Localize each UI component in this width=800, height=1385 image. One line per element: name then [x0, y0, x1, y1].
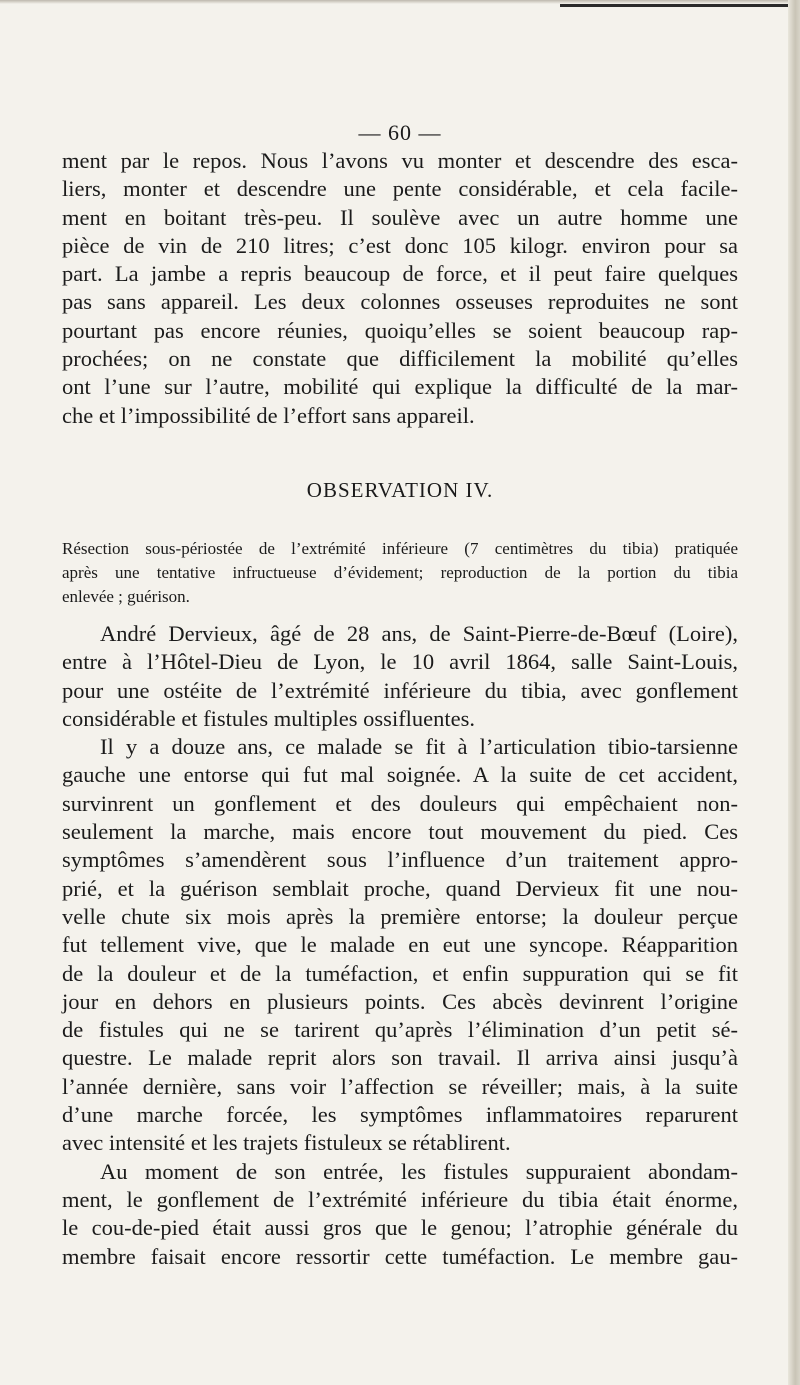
text-line: questre. Le malade reprit alors son travail. Il arriva ainsi jusqu’à — [62, 1045, 738, 1071]
page-number: — 60 — — [358, 120, 442, 145]
text-line: pièce de vin de 210 litres; c’est donc 105 kilogr. environ pour sa — [62, 232, 738, 258]
text-line: ment par le repos. Nous l’avons vu monter et descendre des esca- — [62, 148, 738, 173]
observation-title: OBSERVATION IV. — [306, 478, 494, 502]
text-line: symptômes s’amendèrent sous l’influence d’un traitement appro- — [62, 847, 738, 873]
text-line: gauche une entorse qui fut mal soignée. A la suite de cet accident, — [62, 762, 738, 788]
text-line: considérable et fistules multiples ossifluentes. — [62, 705, 476, 731]
text-line: d’une marche forcée, les symptômes inflammatoires reparurent — [62, 1102, 738, 1128]
text-line: jour en dehors en plusieurs points. Ces abcès devinrent l’origine — [62, 988, 738, 1014]
text-line: le cou-de-pied était aussi gros que le genou; l’atrophie générale du — [62, 1215, 738, 1241]
text-line: Au moment de son entrée, les fistules suppuraient abondam- — [100, 1158, 738, 1184]
text-line: Il y a douze ans, ce malade se fit à l’articulation tibio-tarsienne — [100, 734, 738, 760]
text-line: velle chute six mois après la première entorse; la douleur perçue — [62, 903, 738, 929]
text-line: pas sans appareil. Les deux colonnes osseuses reproduites ne sont — [62, 289, 738, 315]
text-line: membre faisait encore ressortir cette tuméfaction. Le membre gau- — [62, 1243, 738, 1269]
summary-line: enlevée ; guérison. — [62, 587, 190, 606]
text-line: liers, monter et descendre une pente considérable, et cela facile- — [62, 176, 738, 202]
text-line: prochées; on ne constate que difficilement la mobilité qu’elles — [62, 346, 738, 372]
observation-summary — [62, 537, 738, 609]
text-line: prié, et la guérison semblait proche, quand Dervieux fit une nou- — [62, 875, 738, 901]
text-line: André Dervieux, âgé de 28 ans, de Saint-Pierre-de-Bœuf (Loire), — [100, 621, 738, 646]
summary-line: après une tentative infructueuse d’évidement; reproduction de la portion du tibia — [62, 563, 738, 582]
summary-line: Résection sous-périostée de l’extrémité inférieure (7 centimètres du tibia) pratiquée — [62, 539, 738, 558]
text-line: pourtant pas encore réunies, quoiqu’elles se soient beaucoup rap- — [62, 317, 738, 343]
text-line: che et l’impossibilité de l’effort sans appareil. — [62, 402, 475, 428]
text-line: seulement la marche, mais encore tout mouvement du pied. Ces — [62, 819, 738, 845]
text-line: de fistules qui ne se tarirent qu’après l’élimination d’un petit sé- — [62, 1017, 738, 1043]
top-rule — [560, 4, 800, 7]
page-right-edge — [788, 0, 800, 1385]
text-line: l’année dernière, sans voir l’affection se réveiller; mais, à la suite — [62, 1073, 738, 1099]
text-line: ment, le gonflement de l’extrémité inférieure du tibia était énorme, — [62, 1186, 738, 1212]
text-line: part. La jambe a repris beaucoup de force, et il peut faire quelques — [62, 261, 738, 287]
text-line: entre à l’Hôtel-Dieu de Lyon, le 10 avril 1864, salle Saint-Louis, — [62, 649, 738, 675]
text-line: de la douleur et de la tuméfaction, et enfin suppuration qui se fit — [62, 960, 738, 986]
text-line: ont l’une sur l’autre, mobilité qui explique la difficulté de la mar- — [62, 374, 738, 400]
text-line: avec intensité et les trajets fistuleux se rétablirent. — [62, 1130, 511, 1156]
text-line: ment en boitant très-peu. Il soulève avec un autre homme une — [62, 204, 738, 230]
body-text — [62, 620, 738, 1271]
paragraph-1 — [62, 147, 738, 430]
text-line: pour une ostéite de l’extrémité inférieure du tibia, avec gonflement — [62, 677, 738, 703]
text-line: fut tellement vive, que le malade en eut une syncope. Réapparition — [62, 932, 738, 958]
text-line: survinrent un gonflement et des douleurs qui empêchaient non- — [62, 790, 738, 816]
